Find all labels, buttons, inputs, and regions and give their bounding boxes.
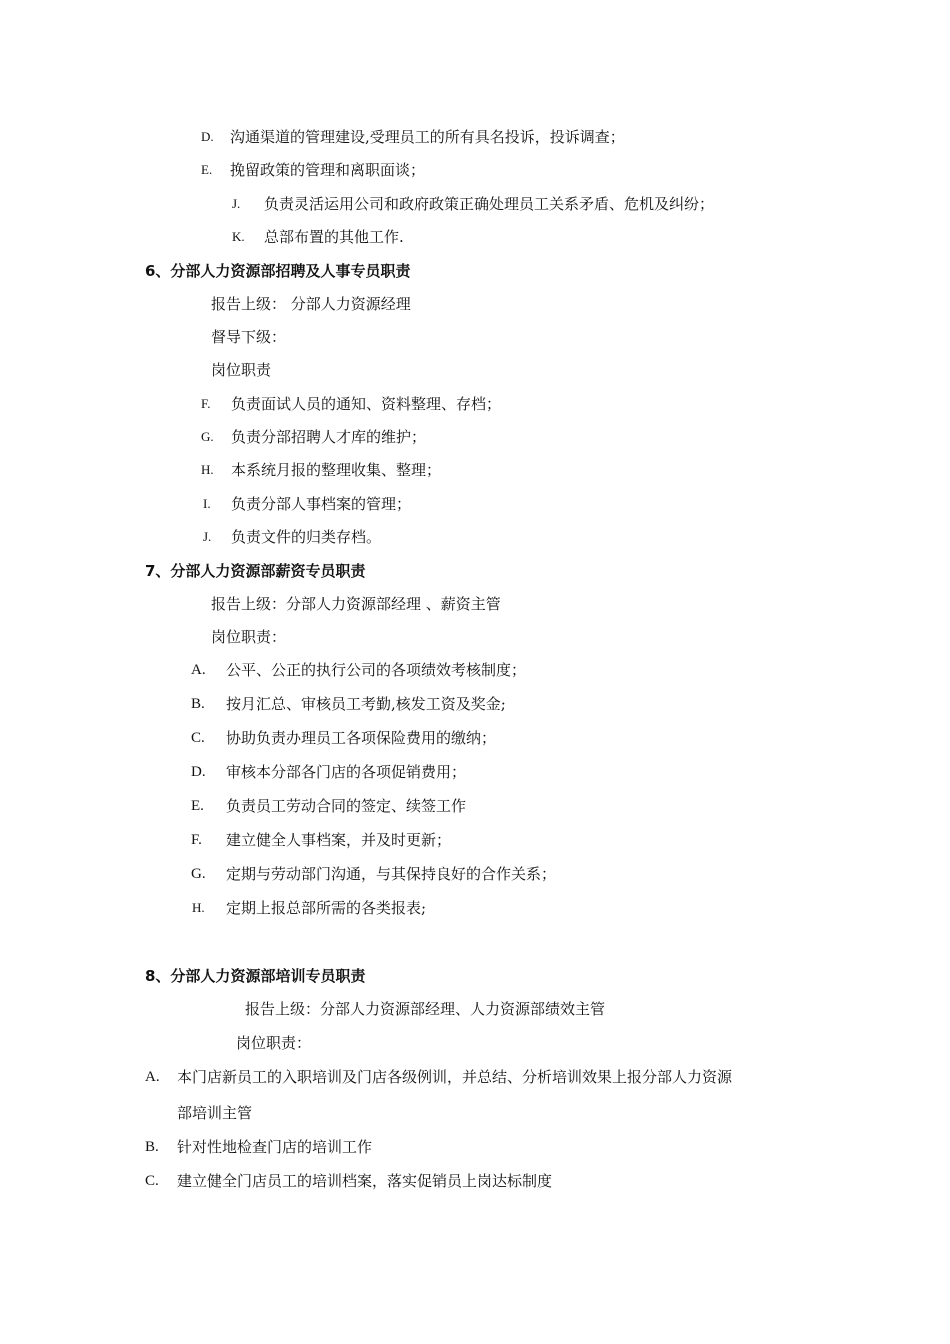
list-item: [0, 1137, 950, 1157]
list-item: [0, 830, 950, 850]
list-text: 挽留政策的管理和离职面谈；: [230, 161, 426, 179]
list-item: [0, 160, 950, 180]
duty-label: 岗位职责：: [211, 628, 287, 646]
list-item: [0, 427, 950, 447]
list-item: [0, 527, 950, 547]
list-item: [0, 728, 950, 748]
list-marker: G.: [201, 429, 214, 444]
report-line: 报告上级：分部人力资源部经理 、薪资主管: [211, 595, 501, 613]
list-item: [0, 194, 950, 214]
list-item: [0, 494, 950, 514]
list-marker: H.: [201, 462, 214, 477]
list-marker: E.: [201, 162, 213, 177]
list-text: 定期上报总部所需的各类报表;: [226, 899, 427, 917]
list-text: 按月汇总、审核员工考勤,核发工资及奖金;: [226, 695, 506, 713]
list-marker: D.: [191, 764, 206, 780]
list-marker: C.: [145, 1173, 159, 1189]
list-text: 总部布置的其他工作.: [264, 228, 404, 246]
duty-label: 岗位职责: [211, 361, 272, 379]
list-text: 建立健全门店员工的培训档案，落实促销员上岗达标制度: [177, 1172, 553, 1190]
list-marker: A.: [191, 662, 206, 678]
list-text: 负责文件的归类存档。: [231, 528, 382, 546]
list-item: [0, 460, 950, 480]
list-marker: G.: [191, 866, 206, 882]
list-text: 审核本分部各门店的各项促销费用；: [226, 763, 467, 781]
supervise-line: 督导下级：: [211, 328, 287, 346]
list-text: 协助负责办理员工各项保险费用的缴纳；: [226, 729, 497, 747]
list-marker: D.: [201, 129, 214, 144]
list-marker: K.: [232, 229, 245, 244]
list-marker: F.: [191, 832, 202, 848]
list-item: [0, 394, 950, 414]
list-marker: C.: [191, 730, 205, 746]
list-item: [0, 796, 950, 816]
list-marker: J.: [232, 196, 241, 211]
list-item: [0, 864, 950, 884]
report-line: 报告上级：分部人力资源部经理、人力资源部绩效主管: [245, 1000, 606, 1018]
list-marker: A.: [145, 1069, 160, 1085]
list-text: 负责员工劳动合同的签定、续签工作: [226, 797, 467, 815]
list-text: 建立健全人事档案，并及时更新；: [226, 831, 452, 849]
list-item: [0, 227, 950, 247]
section-heading: 6、分部人力资源部招聘及人事专员职责: [145, 262, 411, 280]
list-text: 针对性地检查门店的培训工作: [177, 1138, 373, 1156]
list-text: 负责灵活运用公司和政府政策正确处理员工关系矛盾、危机及纠纷；: [264, 195, 715, 213]
list-text-continued: 部培训主管: [177, 1104, 253, 1122]
list-marker: H.: [192, 900, 205, 915]
list-text: 公平、公正的执行公司的各项绩效考核制度；: [226, 661, 527, 679]
list-text: 负责分部人事档案的管理；: [231, 495, 412, 513]
list-text: 负责分部招聘人才库的维护；: [231, 428, 427, 446]
report-line: 报告上级： 分部人力资源经理: [211, 295, 411, 313]
list-item: [0, 898, 950, 918]
duty-label: 岗位职责：: [236, 1034, 312, 1052]
list-text: 沟通渠道的管理建设,受理员工的所有具名投诉，投诉调查；: [230, 128, 625, 146]
list-item: [0, 762, 950, 782]
list-text: 本门店新员工的入职培训及门店各级例训，并总结、分析培训效果上报分部人力资源: [177, 1068, 733, 1086]
list-marker: J.: [203, 529, 212, 544]
list-item: [0, 127, 950, 147]
section-heading: 7、分部人力资源部薪资专员职责: [145, 562, 366, 580]
list-marker: I.: [203, 496, 211, 511]
list-marker: B.: [145, 1139, 159, 1155]
list-item: [0, 1067, 950, 1087]
list-text: 负责面试人员的通知、资料整理、存档；: [231, 395, 502, 413]
list-text: 本系统月报的整理收集、整理；: [231, 461, 442, 479]
list-marker: E.: [191, 798, 204, 814]
list-marker: B.: [191, 696, 205, 712]
list-item: [0, 660, 950, 680]
list-item: [0, 694, 950, 714]
list-item: [0, 1171, 950, 1191]
list-text: 定期与劳动部门沟通，与其保持良好的合作关系；: [226, 865, 557, 883]
section-heading: 8、分部人力资源部培训专员职责: [145, 967, 366, 985]
list-marker: F.: [201, 396, 211, 411]
